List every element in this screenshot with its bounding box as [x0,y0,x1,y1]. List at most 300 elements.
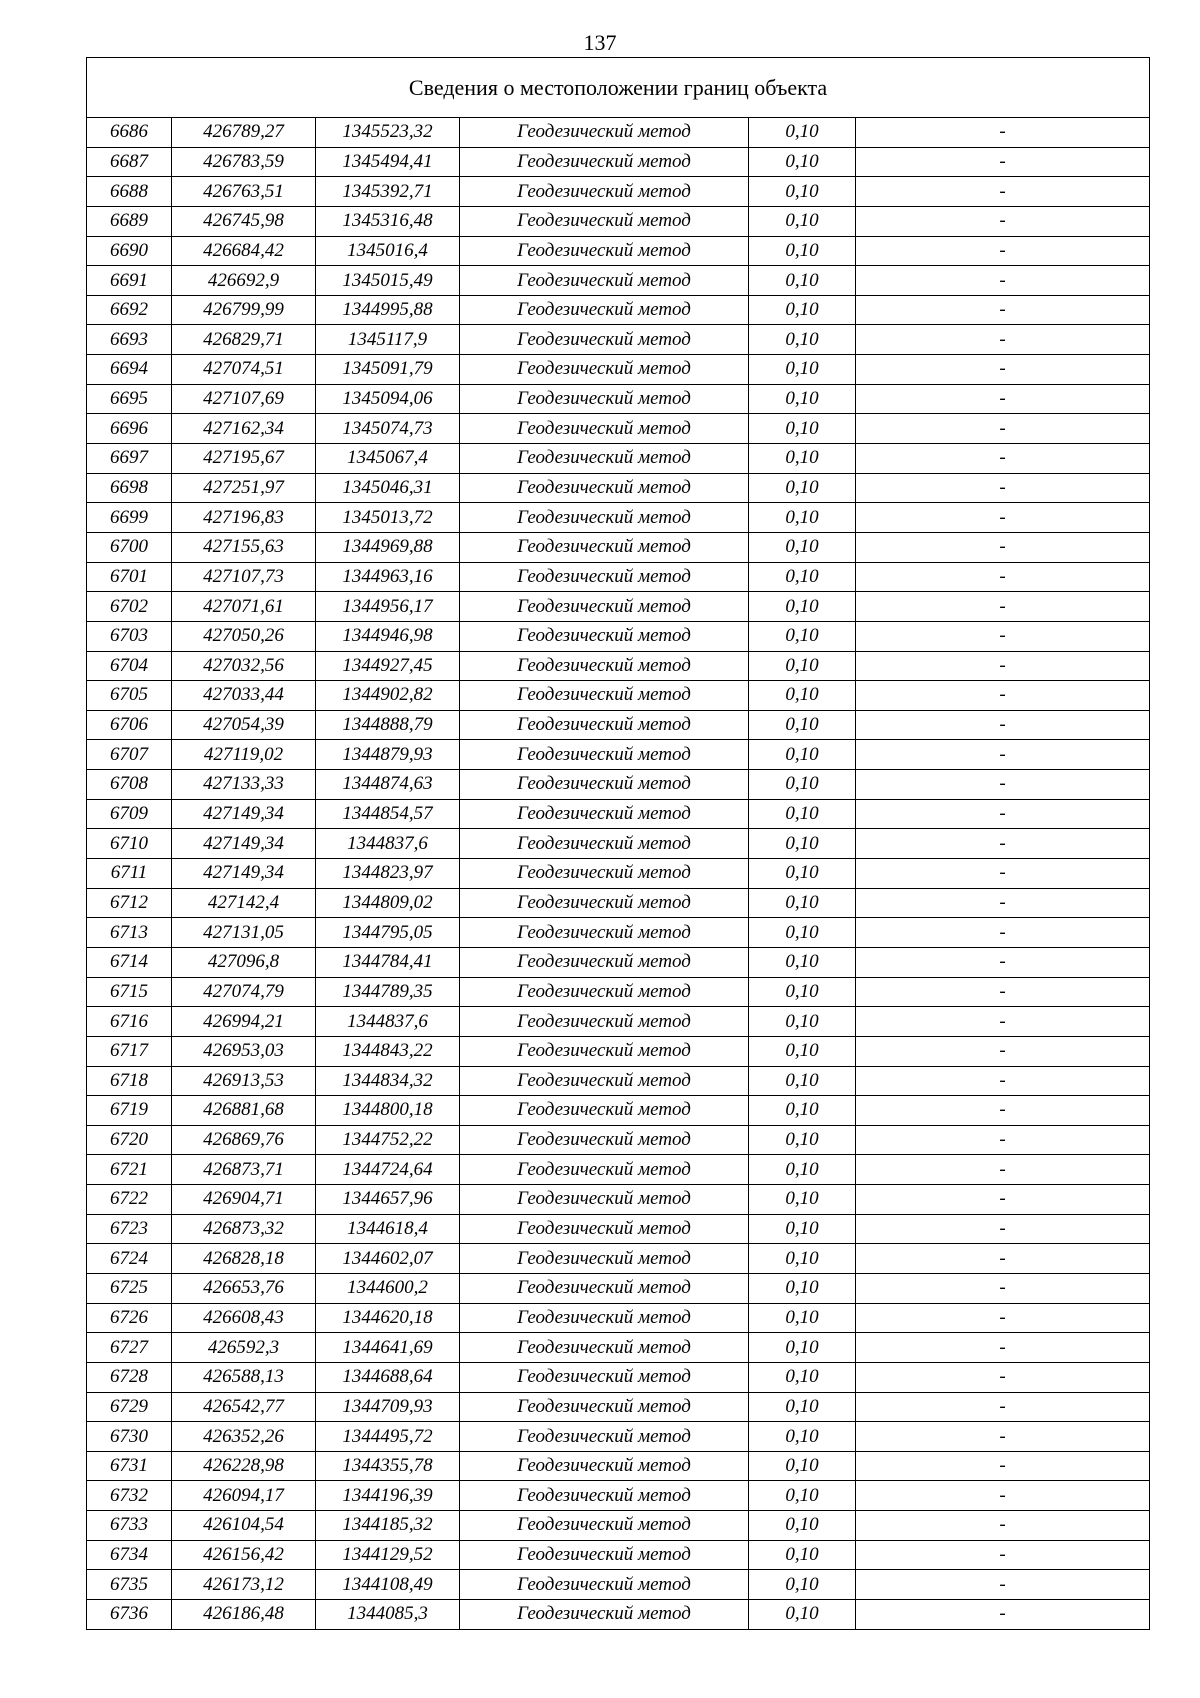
x-coordinate-cell: 426186,48 [172,1600,316,1630]
accuracy-cell: 0,10 [749,1481,856,1511]
method-cell: Геодезический метод [460,1155,749,1185]
table-row [87,1273,1150,1303]
y-coordinate-cell: 1344709,93 [316,1392,460,1422]
x-coordinate-cell: 427071,61 [172,592,316,622]
accuracy-cell: 0,10 [749,1333,856,1363]
point-number-cell: 6698 [87,473,172,503]
point-number-cell: 6702 [87,592,172,622]
description-cell: - [856,1333,1150,1363]
method-cell: Геодезический метод [460,473,749,503]
x-coordinate-cell: 427133,33 [172,770,316,800]
accuracy-cell: 0,10 [749,859,856,889]
method-cell: Геодезический метод [460,859,749,889]
description-cell: - [856,1451,1150,1481]
point-number-cell: 6724 [87,1244,172,1274]
x-coordinate-cell: 426684,42 [172,236,316,266]
point-number-cell: 6727 [87,1333,172,1363]
x-coordinate-cell: 426913,53 [172,1066,316,1096]
description-cell: - [856,947,1150,977]
accuracy-cell: 0,10 [749,977,856,1007]
x-coordinate-cell: 427074,79 [172,977,316,1007]
table-row [87,532,1150,562]
y-coordinate-cell: 1344784,41 [316,947,460,977]
point-number-cell: 6713 [87,918,172,948]
y-coordinate-cell: 1345067,4 [316,444,460,474]
point-number-cell: 6695 [87,384,172,414]
description-cell: - [856,592,1150,622]
x-coordinate-cell: 427149,34 [172,829,316,859]
method-cell: Геодезический метод [460,118,749,148]
x-coordinate-cell: 426608,43 [172,1303,316,1333]
x-coordinate-cell: 426904,71 [172,1185,316,1215]
table-row [87,1362,1150,1392]
description-cell: - [856,236,1150,266]
accuracy-cell: 0,10 [749,147,856,177]
point-number-cell: 6700 [87,532,172,562]
table-row [87,918,1150,948]
point-number-cell: 6731 [87,1451,172,1481]
method-cell: Геодезический метод [460,651,749,681]
x-coordinate-cell: 426783,59 [172,147,316,177]
method-cell: Геодезический метод [460,1185,749,1215]
x-coordinate-cell: 426542,77 [172,1392,316,1422]
accuracy-cell: 0,10 [749,414,856,444]
method-cell: Геодезический метод [460,1125,749,1155]
x-coordinate-cell: 426763,51 [172,177,316,207]
description-cell: - [856,1066,1150,1096]
table-row [87,355,1150,385]
point-number-cell: 6706 [87,710,172,740]
x-coordinate-cell: 427142,4 [172,888,316,918]
description-cell: - [856,740,1150,770]
x-coordinate-cell: 427033,44 [172,681,316,711]
method-cell: Геодезический метод [460,1214,749,1244]
point-number-cell: 6692 [87,295,172,325]
method-cell: Геодезический метод [460,1244,749,1274]
accuracy-cell: 0,10 [749,355,856,385]
table-row [87,1007,1150,1037]
description-cell: - [856,1570,1150,1600]
description-cell: - [856,1185,1150,1215]
y-coordinate-cell: 1344874,63 [316,770,460,800]
y-coordinate-cell: 1344789,35 [316,977,460,1007]
point-number-cell: 6689 [87,206,172,236]
table-row [87,206,1150,236]
x-coordinate-cell: 427107,73 [172,562,316,592]
description-cell: - [856,977,1150,1007]
table-row [87,1125,1150,1155]
description-cell: - [856,1273,1150,1303]
method-cell: Геодезический метод [460,740,749,770]
x-coordinate-cell: 427074,51 [172,355,316,385]
description-cell: - [856,473,1150,503]
x-coordinate-cell: 427149,34 [172,799,316,829]
point-number-cell: 6687 [87,147,172,177]
point-number-cell: 6730 [87,1422,172,1452]
accuracy-cell: 0,10 [749,1036,856,1066]
description-cell: - [856,681,1150,711]
y-coordinate-cell: 1344927,45 [316,651,460,681]
method-cell: Геодезический метод [460,1511,749,1541]
accuracy-cell: 0,10 [749,1066,856,1096]
y-coordinate-cell: 1345046,31 [316,473,460,503]
description-cell: - [856,1392,1150,1422]
description-cell: - [856,651,1150,681]
accuracy-cell: 0,10 [749,325,856,355]
point-number-cell: 6726 [87,1303,172,1333]
x-coordinate-cell: 426156,42 [172,1540,316,1570]
method-cell: Геодезический метод [460,1392,749,1422]
y-coordinate-cell: 1344620,18 [316,1303,460,1333]
y-coordinate-cell: 1345494,41 [316,147,460,177]
method-cell: Геодезический метод [460,1333,749,1363]
accuracy-cell: 0,10 [749,1511,856,1541]
accuracy-cell: 0,10 [749,1570,856,1600]
point-number-cell: 6722 [87,1185,172,1215]
x-coordinate-cell: 426653,76 [172,1273,316,1303]
point-number-cell: 6705 [87,681,172,711]
method-cell: Геодезический метод [460,206,749,236]
point-number-cell: 6715 [87,977,172,1007]
y-coordinate-cell: 1344641,69 [316,1333,460,1363]
y-coordinate-cell: 1345392,71 [316,177,460,207]
y-coordinate-cell: 1344834,32 [316,1066,460,1096]
method-cell: Геодезический метод [460,1570,749,1600]
point-number-cell: 6733 [87,1511,172,1541]
method-cell: Геодезический метод [460,1481,749,1511]
boundary-coordinates-table [86,57,1150,1630]
point-number-cell: 6704 [87,651,172,681]
point-number-cell: 6717 [87,1036,172,1066]
table-row [87,1214,1150,1244]
accuracy-cell: 0,10 [749,592,856,622]
method-cell: Геодезический метод [460,1096,749,1126]
y-coordinate-cell: 1345016,4 [316,236,460,266]
accuracy-cell: 0,10 [749,1392,856,1422]
x-coordinate-cell: 426873,32 [172,1214,316,1244]
point-number-cell: 6699 [87,503,172,533]
method-cell: Геодезический метод [460,918,749,948]
method-cell: Геодезический метод [460,532,749,562]
accuracy-cell: 0,10 [749,888,856,918]
table-row [87,710,1150,740]
accuracy-cell: 0,10 [749,266,856,296]
point-number-cell: 6729 [87,1392,172,1422]
point-number-cell: 6707 [87,740,172,770]
method-cell: Геодезический метод [460,1036,749,1066]
accuracy-cell: 0,10 [749,1273,856,1303]
point-number-cell: 6718 [87,1066,172,1096]
y-coordinate-cell: 1344843,22 [316,1036,460,1066]
point-number-cell: 6728 [87,1362,172,1392]
table-row [87,325,1150,355]
description-cell: - [856,1422,1150,1452]
table-row [87,859,1150,889]
y-coordinate-cell: 1344800,18 [316,1096,460,1126]
table-row [87,1303,1150,1333]
description-cell: - [856,888,1150,918]
accuracy-cell: 0,10 [749,1244,856,1274]
description-cell: - [856,1125,1150,1155]
accuracy-cell: 0,10 [749,384,856,414]
method-cell: Геодезический метод [460,947,749,977]
accuracy-cell: 0,10 [749,1155,856,1185]
table-row [87,799,1150,829]
point-number-cell: 6696 [87,414,172,444]
x-coordinate-cell: 427119,02 [172,740,316,770]
point-number-cell: 6732 [87,1481,172,1511]
table-row [87,740,1150,770]
y-coordinate-cell: 1344963,16 [316,562,460,592]
method-cell: Геодезический метод [460,1451,749,1481]
table-body [87,58,1150,1630]
method-cell: Геодезический метод [460,829,749,859]
method-cell: Геодезический метод [460,236,749,266]
y-coordinate-cell: 1344995,88 [316,295,460,325]
y-coordinate-cell: 1344809,02 [316,888,460,918]
description-cell: - [856,503,1150,533]
method-cell: Геодезический метод [460,592,749,622]
x-coordinate-cell: 427162,34 [172,414,316,444]
method-cell: Геодезический метод [460,295,749,325]
table-row [87,295,1150,325]
description-cell: - [856,1540,1150,1570]
page-number: 137 [583,30,617,55]
accuracy-cell: 0,10 [749,770,856,800]
accuracy-cell: 0,10 [749,118,856,148]
description-cell: - [856,1303,1150,1333]
y-coordinate-cell: 1345013,72 [316,503,460,533]
description-cell: - [856,621,1150,651]
description-cell: - [856,1244,1150,1274]
x-coordinate-cell: 426994,21 [172,1007,316,1037]
description-cell: - [856,562,1150,592]
method-cell: Геодезический метод [460,177,749,207]
accuracy-cell: 0,10 [749,1185,856,1215]
method-cell: Геодезический метод [460,621,749,651]
table-row [87,118,1150,148]
point-number-cell: 6721 [87,1155,172,1185]
x-coordinate-cell: 426953,03 [172,1036,316,1066]
accuracy-cell: 0,10 [749,799,856,829]
y-coordinate-cell: 1344495,72 [316,1422,460,1452]
point-number-cell: 6686 [87,118,172,148]
table-row [87,1600,1150,1630]
table-row [87,1036,1150,1066]
table-row [87,1096,1150,1126]
table-row [87,592,1150,622]
description-cell: - [856,710,1150,740]
description-cell: - [856,1214,1150,1244]
point-number-cell: 6719 [87,1096,172,1126]
table-row [87,651,1150,681]
table-row [87,1155,1150,1185]
y-coordinate-cell: 1344946,98 [316,621,460,651]
table-row [87,829,1150,859]
point-number-cell: 6691 [87,266,172,296]
description-cell: - [856,918,1150,948]
description-cell: - [856,206,1150,236]
point-number-cell: 6697 [87,444,172,474]
description-cell: - [856,799,1150,829]
x-coordinate-cell: 426829,71 [172,325,316,355]
y-coordinate-cell: 1344752,22 [316,1125,460,1155]
accuracy-cell: 0,10 [749,177,856,207]
table-row [87,1511,1150,1541]
table-row [87,414,1150,444]
description-cell: - [856,147,1150,177]
table-row [87,384,1150,414]
accuracy-cell: 0,10 [749,295,856,325]
y-coordinate-cell: 1344956,17 [316,592,460,622]
accuracy-cell: 0,10 [749,1096,856,1126]
x-coordinate-cell: 426828,18 [172,1244,316,1274]
accuracy-cell: 0,10 [749,1303,856,1333]
table-row [87,1333,1150,1363]
method-cell: Геодезический метод [460,1007,749,1037]
accuracy-cell: 0,10 [749,236,856,266]
x-coordinate-cell: 426104,54 [172,1511,316,1541]
description-cell: - [856,1362,1150,1392]
accuracy-cell: 0,10 [749,1007,856,1037]
table-row [87,236,1150,266]
method-cell: Геодезический метод [460,414,749,444]
method-cell: Геодезический метод [460,770,749,800]
y-coordinate-cell: 1344879,93 [316,740,460,770]
method-cell: Геодезический метод [460,147,749,177]
x-coordinate-cell: 426094,17 [172,1481,316,1511]
description-cell: - [856,295,1150,325]
table-row [87,1451,1150,1481]
description-cell: - [856,1511,1150,1541]
table-row [87,947,1150,977]
x-coordinate-cell: 426352,26 [172,1422,316,1452]
table-row [87,266,1150,296]
accuracy-cell: 0,10 [749,1422,856,1452]
table-row [87,621,1150,651]
description-cell: - [856,1007,1150,1037]
accuracy-cell: 0,10 [749,1362,856,1392]
point-number-cell: 6712 [87,888,172,918]
point-number-cell: 6711 [87,859,172,889]
y-coordinate-cell: 1344129,52 [316,1540,460,1570]
y-coordinate-cell: 1344795,05 [316,918,460,948]
point-number-cell: 6714 [87,947,172,977]
point-number-cell: 6688 [87,177,172,207]
description-cell: - [856,1600,1150,1630]
description-cell: - [856,177,1150,207]
y-coordinate-cell: 1344837,6 [316,1007,460,1037]
y-coordinate-cell: 1344657,96 [316,1185,460,1215]
accuracy-cell: 0,10 [749,947,856,977]
accuracy-cell: 0,10 [749,1600,856,1630]
method-cell: Геодезический метод [460,355,749,385]
y-coordinate-cell: 1344602,07 [316,1244,460,1274]
x-coordinate-cell: 427131,05 [172,918,316,948]
method-cell: Геодезический метод [460,1303,749,1333]
x-coordinate-cell: 427251,97 [172,473,316,503]
method-cell: Геодезический метод [460,1600,749,1630]
point-number-cell: 6723 [87,1214,172,1244]
accuracy-cell: 0,10 [749,206,856,236]
x-coordinate-cell: 427155,63 [172,532,316,562]
x-coordinate-cell: 427096,8 [172,947,316,977]
description-cell: - [856,414,1150,444]
accuracy-cell: 0,10 [749,1125,856,1155]
accuracy-cell: 0,10 [749,1214,856,1244]
x-coordinate-cell: 426881,68 [172,1096,316,1126]
accuracy-cell: 0,10 [749,918,856,948]
table-row [87,177,1150,207]
description-cell: - [856,325,1150,355]
y-coordinate-cell: 1344724,64 [316,1155,460,1185]
y-coordinate-cell: 1344888,79 [316,710,460,740]
method-cell: Геодезический метод [460,710,749,740]
x-coordinate-cell: 427054,39 [172,710,316,740]
table-row [87,888,1150,918]
method-cell: Геодезический метод [460,799,749,829]
accuracy-cell: 0,10 [749,651,856,681]
y-coordinate-cell: 1344854,57 [316,799,460,829]
description-cell: - [856,859,1150,889]
table-row [87,147,1150,177]
y-coordinate-cell: 1344355,78 [316,1451,460,1481]
method-cell: Геодезический метод [460,384,749,414]
description-cell: - [856,384,1150,414]
method-cell: Геодезический метод [460,325,749,355]
table-row [87,681,1150,711]
accuracy-cell: 0,10 [749,562,856,592]
x-coordinate-cell: 427196,83 [172,503,316,533]
y-coordinate-cell: 1345074,73 [316,414,460,444]
accuracy-cell: 0,10 [749,532,856,562]
accuracy-cell: 0,10 [749,829,856,859]
method-cell: Геодезический метод [460,1540,749,1570]
y-coordinate-cell: 1344823,97 [316,859,460,889]
method-cell: Геодезический метод [460,1422,749,1452]
x-coordinate-cell: 427107,69 [172,384,316,414]
method-cell: Геодезический метод [460,1362,749,1392]
point-number-cell: 6690 [87,236,172,266]
description-cell: - [856,1481,1150,1511]
y-coordinate-cell: 1344185,32 [316,1511,460,1541]
method-cell: Геодезический метод [460,1066,749,1096]
point-number-cell: 6734 [87,1540,172,1570]
x-coordinate-cell: 427195,67 [172,444,316,474]
table-row [87,770,1150,800]
y-coordinate-cell: 1345316,48 [316,206,460,236]
x-coordinate-cell: 426799,99 [172,295,316,325]
accuracy-cell: 0,10 [749,681,856,711]
x-coordinate-cell: 426789,27 [172,118,316,148]
y-coordinate-cell: 1344196,39 [316,1481,460,1511]
accuracy-cell: 0,10 [749,503,856,533]
y-coordinate-cell: 1344618,4 [316,1214,460,1244]
table-row [87,1422,1150,1452]
description-cell: - [856,1036,1150,1066]
point-number-cell: 6693 [87,325,172,355]
description-cell: - [856,444,1150,474]
x-coordinate-cell: 426692,9 [172,266,316,296]
table-row [87,1481,1150,1511]
description-cell: - [856,1155,1150,1185]
x-coordinate-cell: 426873,71 [172,1155,316,1185]
table-title-row [87,58,1150,118]
y-coordinate-cell: 1344969,88 [316,532,460,562]
point-number-cell: 6709 [87,799,172,829]
accuracy-cell: 0,10 [749,444,856,474]
table-row [87,503,1150,533]
